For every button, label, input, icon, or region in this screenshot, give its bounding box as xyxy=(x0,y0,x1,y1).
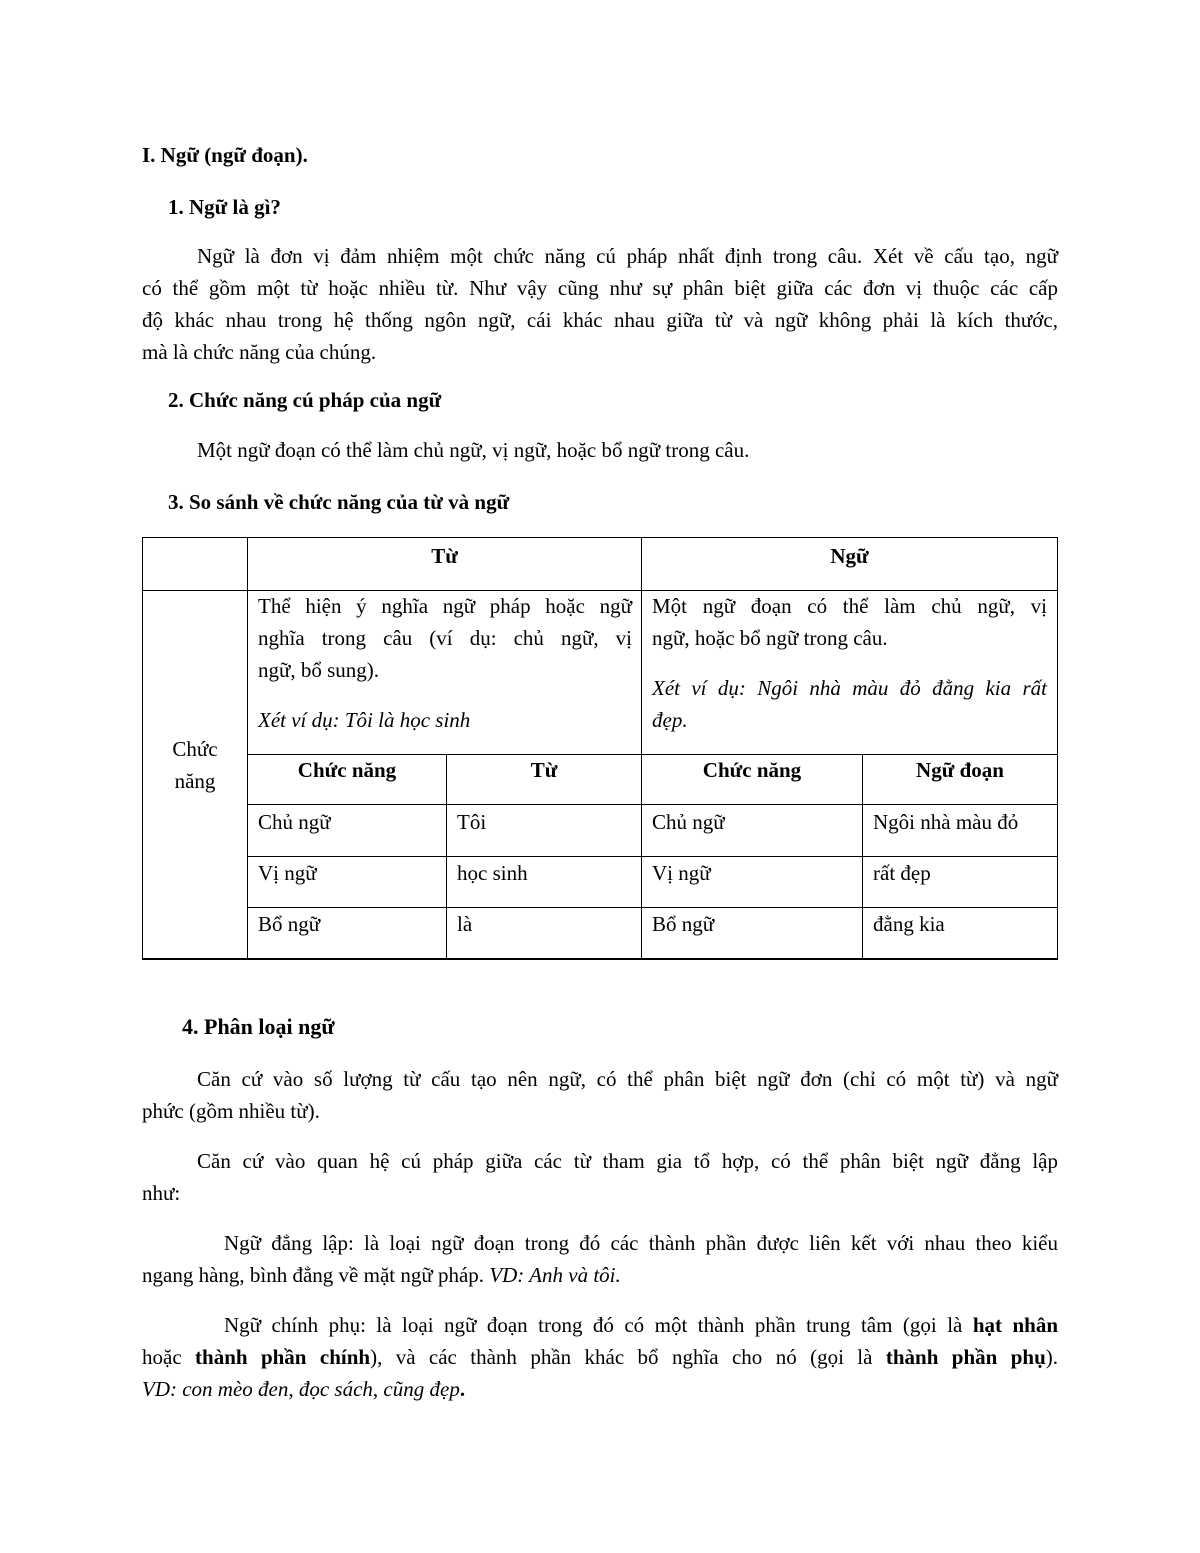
paragraph-syntax-function: Một ngữ đoạn có thể làm chủ ngữ, vị ngữ, hoặc bổ ngữ trong câu. xyxy=(197,438,750,462)
table-cell: rất đẹp xyxy=(873,861,931,885)
table-cell: Chủ ngữ xyxy=(258,810,331,834)
paragraph-line: Ngữ đẳng lập: là loại ngữ đoạn trong đó các thành phần được liên kết với nhau theo kiểu xyxy=(224,1231,1058,1255)
paragraph-line xyxy=(142,1341,1058,1373)
paragraph-line xyxy=(142,1373,1058,1405)
term-nucleus: hạt nhân xyxy=(972,1313,1058,1337)
paragraph-line: mà là chức năng của chúng. xyxy=(142,340,377,364)
ngu-description-line: ngữ, hoặc bổ ngữ trong câu. xyxy=(652,626,888,650)
table-cell: Bổ ngữ xyxy=(652,912,715,936)
table-cell: đằng kia xyxy=(873,912,945,936)
paragraph-line: như: xyxy=(142,1181,181,1205)
subheading-classification: 4. Phân loại ngữ xyxy=(182,1014,335,1039)
table-header-ngu: Ngữ xyxy=(830,544,869,568)
example-text: VD: Anh và tôi. xyxy=(489,1263,621,1287)
paragraph-text: ). xyxy=(1045,1345,1058,1369)
paragraph-text: . xyxy=(459,1377,466,1401)
table-cell: Chủ ngữ xyxy=(652,810,725,834)
ngu-description xyxy=(652,590,1047,736)
paragraph-count-based xyxy=(142,1063,1058,1127)
table-cell: Vị ngữ xyxy=(652,861,711,885)
section-heading: I. Ngữ (ngữ đoạn). xyxy=(142,143,308,167)
term-sub-component: thành phần phụ xyxy=(885,1345,1046,1369)
paragraph-line: độ khác nhau trong hệ thống ngôn ngữ, cái khác nhau giữa từ và ngữ không phải là kích thước, xyxy=(142,308,1058,332)
table-cell: Bổ ngữ xyxy=(258,912,321,936)
paragraph-subordinate-phrase xyxy=(142,1309,1058,1405)
table-header-tu: Từ xyxy=(431,544,458,568)
tu-description-line: Thể hiện ý nghĩa ngữ pháp hoặc ngữ xyxy=(258,594,632,618)
ngu-description-line: Một ngữ đoạn có thể làm chủ ngữ, vị xyxy=(652,594,1047,618)
subheader-chuc-nang: Chức năng xyxy=(297,758,397,782)
subheader-ngu-doan: Ngữ đoạn xyxy=(916,758,1004,782)
table-cell: Ngôi nhà màu đỏ xyxy=(873,810,1019,834)
table-row-label xyxy=(143,733,247,797)
paragraph-text: ngang hàng, bình đẳng về mặt ngữ pháp. xyxy=(142,1263,490,1287)
paragraph-definition xyxy=(142,240,1058,368)
table-cell: Tôi xyxy=(457,810,487,834)
paragraph-text: ), và các thành phần khác bổ nghĩa cho nó (gọi là xyxy=(370,1345,886,1369)
paragraph-text: hoặc xyxy=(142,1345,196,1369)
ngu-example-line: Xét ví dụ: Ngôi nhà màu đỏ đằng kia rất xyxy=(652,676,1047,700)
paragraph-line xyxy=(142,1259,1058,1291)
table-cell: là xyxy=(457,912,473,936)
paragraph-line: phức (gồm nhiều từ). xyxy=(142,1099,320,1123)
paragraph-line xyxy=(142,1309,1058,1341)
term-main-component: thành phần chính xyxy=(195,1345,371,1369)
paragraph-syntax-based xyxy=(142,1145,1058,1209)
ngu-example-line: đẹp. xyxy=(652,708,688,732)
paragraph-text: Ngữ chính phụ: là loại ngữ đoạn trong đó có một thành phần trung tâm (gọi là xyxy=(224,1313,973,1337)
tu-description-line: ngữ, bổ sung). xyxy=(258,658,380,682)
subheading-syntax-function: 2. Chức năng cú pháp của ngữ xyxy=(168,388,442,412)
row-label-line: Chức xyxy=(172,737,218,761)
example-text: VD: con mèo đen, đọc sách, cũng đẹp xyxy=(142,1377,460,1401)
paragraph-line: có thể gồm một từ hoặc nhiều từ. Như vậy cũng như sự phân biệt giữa các đơn vị thuộc các cấp xyxy=(142,276,1058,300)
tu-example: Xét ví dụ: Tôi là học sinh xyxy=(258,708,471,732)
subheading-what-is-phrase: 1. Ngữ là gì? xyxy=(168,195,281,219)
table-cell: Vị ngữ xyxy=(258,861,317,885)
tu-description-line: nghĩa trong câu (ví dụ: chủ ngữ, vị xyxy=(258,626,632,650)
subheader-chuc-nang: Chức năng xyxy=(702,758,802,782)
row-label-line: năng xyxy=(174,769,216,793)
table-cell: học sinh xyxy=(457,861,528,885)
paragraph-line: Ngữ là đơn vị đảm nhiệm một chức năng cú pháp nhất định trong câu. Xét về cấu tạo, ngữ xyxy=(197,244,1058,268)
paragraph-coordinate-phrase xyxy=(142,1227,1058,1291)
subheading-comparison: 3. So sánh về chức năng của từ và ngữ xyxy=(168,490,510,514)
paragraph-line: Căn cứ vào số lượng từ cấu tạo nên ngữ, có thể phân biệt ngữ đơn (chỉ có một từ) và ngữ xyxy=(197,1067,1058,1091)
tu-description xyxy=(258,590,632,736)
paragraph-line: Căn cứ vào quan hệ cú pháp giữa các từ tham gia tổ hợp, có thể phân biệt ngữ đẳng lập xyxy=(197,1149,1058,1173)
subheader-tu: Từ xyxy=(530,758,558,782)
